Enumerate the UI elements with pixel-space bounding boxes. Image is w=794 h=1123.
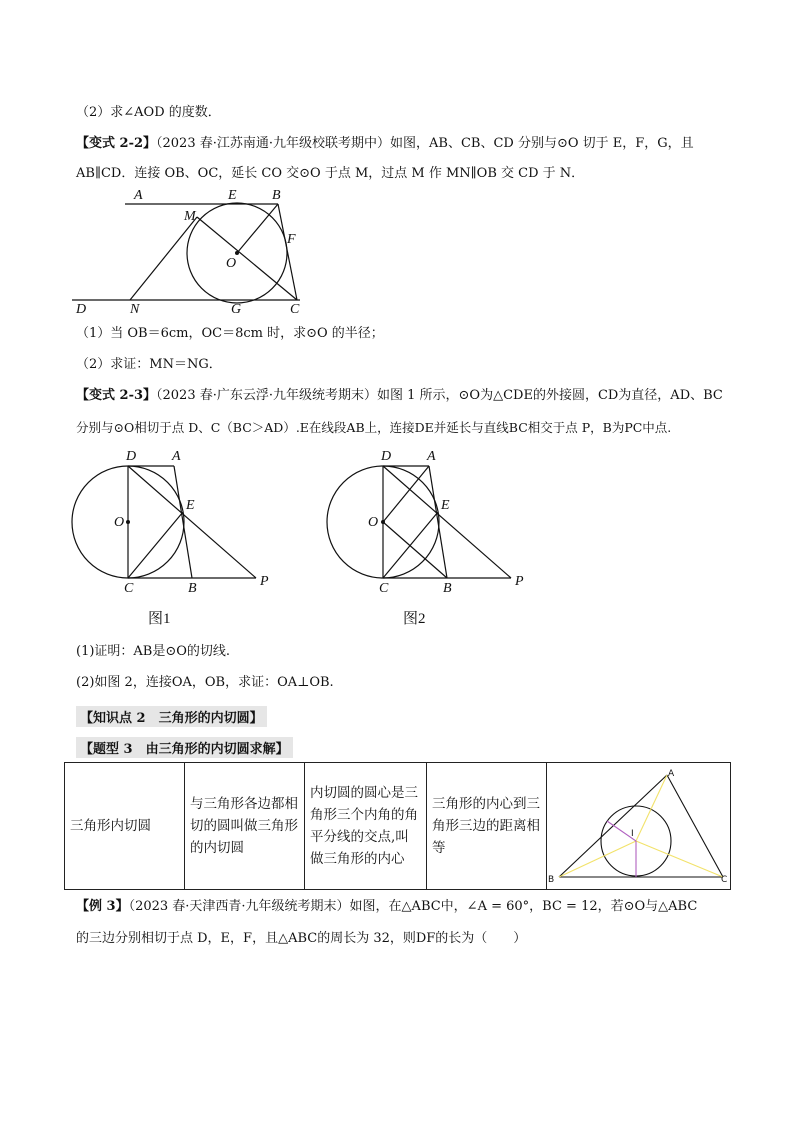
- example-3-text1: （2023 春·天津西青·九年级统考期末）如图，在△ABC中，∠A = 60°，BC = 12，若⊙O与△ABC: [128, 899, 698, 914]
- knowledge-point-header: 【知识点 2 三角形的内切圆】: [76, 706, 267, 727]
- incircle-label-A: A: [668, 769, 675, 779]
- fig2-label-O: O: [368, 515, 379, 530]
- fig2-label-E: E: [441, 498, 450, 513]
- label-F: F: [287, 232, 296, 247]
- label-E: E: [228, 188, 237, 203]
- incircle-label-I: I: [631, 829, 634, 839]
- example-3-line1: [76, 897, 697, 917]
- label-A: A: [134, 188, 143, 203]
- variant-2-3-tag: 【变式 2-3】: [76, 388, 157, 403]
- table-cell-property: 三角形的内心到三角形三边的距离相等: [427, 763, 547, 890]
- fig2-label-A: A: [427, 449, 436, 464]
- fig1-label-C: C: [124, 581, 134, 596]
- fig1-label-D: D: [126, 449, 137, 464]
- question-type-header: 【题型 3 由三角形的内切圆求解】: [76, 737, 293, 758]
- fig2-label-B: B: [443, 581, 452, 596]
- table-cell-definition: 与三角形各边都相切的圆叫做三角形的内切圆: [185, 763, 305, 890]
- incircle-figure: [547, 763, 731, 891]
- figure-2-caption: 图2: [403, 611, 426, 627]
- variant-2-2-line2: AB∥CD．连接 OB、OC，延长 CO 交⊙O 于点 M，过点 M 作 MN∥OB 交 CD 于 N．: [76, 166, 585, 181]
- variant-2-3-text1: （2023 春·广东云浮·九年级统考期末）如图 1 所示，⊙O为△CDE的外接圆，CD为直径，AD、BC: [156, 388, 723, 403]
- variant-2-3-q1: (1)证明：AB是⊙O的切线.: [76, 644, 231, 659]
- figure-1-caption: 图1: [148, 611, 171, 627]
- variant-2-2-tag: 【变式 2-2】: [76, 136, 157, 151]
- incircle-label-B: B: [548, 875, 555, 885]
- fig1-label-E: E: [186, 498, 195, 513]
- fig1-label-P: P: [260, 574, 269, 589]
- fig1-label-A: A: [172, 449, 181, 464]
- label-O: O: [226, 256, 237, 271]
- table-cell-figure: [547, 763, 731, 890]
- label-G: G: [231, 302, 242, 317]
- table-row: [65, 763, 731, 890]
- variant-2-2-q2: （2）求证：MN＝NG．: [76, 357, 222, 372]
- fig2-label-D: D: [381, 449, 392, 464]
- question-2-text: （2）求∠AOD 的度数．: [76, 105, 221, 120]
- label-M: M: [184, 209, 196, 224]
- label-C: C: [290, 302, 300, 317]
- example-3-line2: 的三边分别相切于点 D，E，F，且△ABC的周长为 32，则DF的长为（ ）: [76, 931, 527, 946]
- variant-2-3-q2: (2)如图 2，连接OA，OB，求证：OA⊥OB.: [76, 675, 334, 690]
- label-N: N: [130, 302, 140, 317]
- table-cell-incenter: 内切圆的圆心是三角形三个内角的角平分线的交点,叫做三角形的内心: [305, 763, 427, 890]
- incircle-table: [64, 762, 731, 890]
- table-cell-term: 三角形内切圆: [65, 763, 185, 890]
- variant-2-3-line2: 分别与⊙O相切于点 D、C（BC＞AD）.E在线段AB上，连接DE并延长与直线BC相交于点 P，B为PC中点.: [76, 420, 672, 435]
- incircle-label-C: C: [721, 875, 728, 885]
- example-3-tag: 【例 3】: [76, 899, 129, 914]
- fig2-label-C: C: [379, 581, 389, 596]
- variant-2-2-text1: （2023 春·江苏南通·九年级校联考期中）如图，AB、CB、CD 分别与⊙O 切于 E，F，G，且: [156, 136, 694, 151]
- fig2-label-P: P: [515, 574, 524, 589]
- fig1-label-O: O: [114, 515, 125, 530]
- variant-2-2-q1: （1）当 OB＝6cm，OC＝8cm 时，求⊙O 的半径；: [76, 326, 384, 341]
- fig1-label-B: B: [188, 581, 197, 596]
- label-B: B: [272, 188, 281, 203]
- label-D: D: [76, 302, 87, 317]
